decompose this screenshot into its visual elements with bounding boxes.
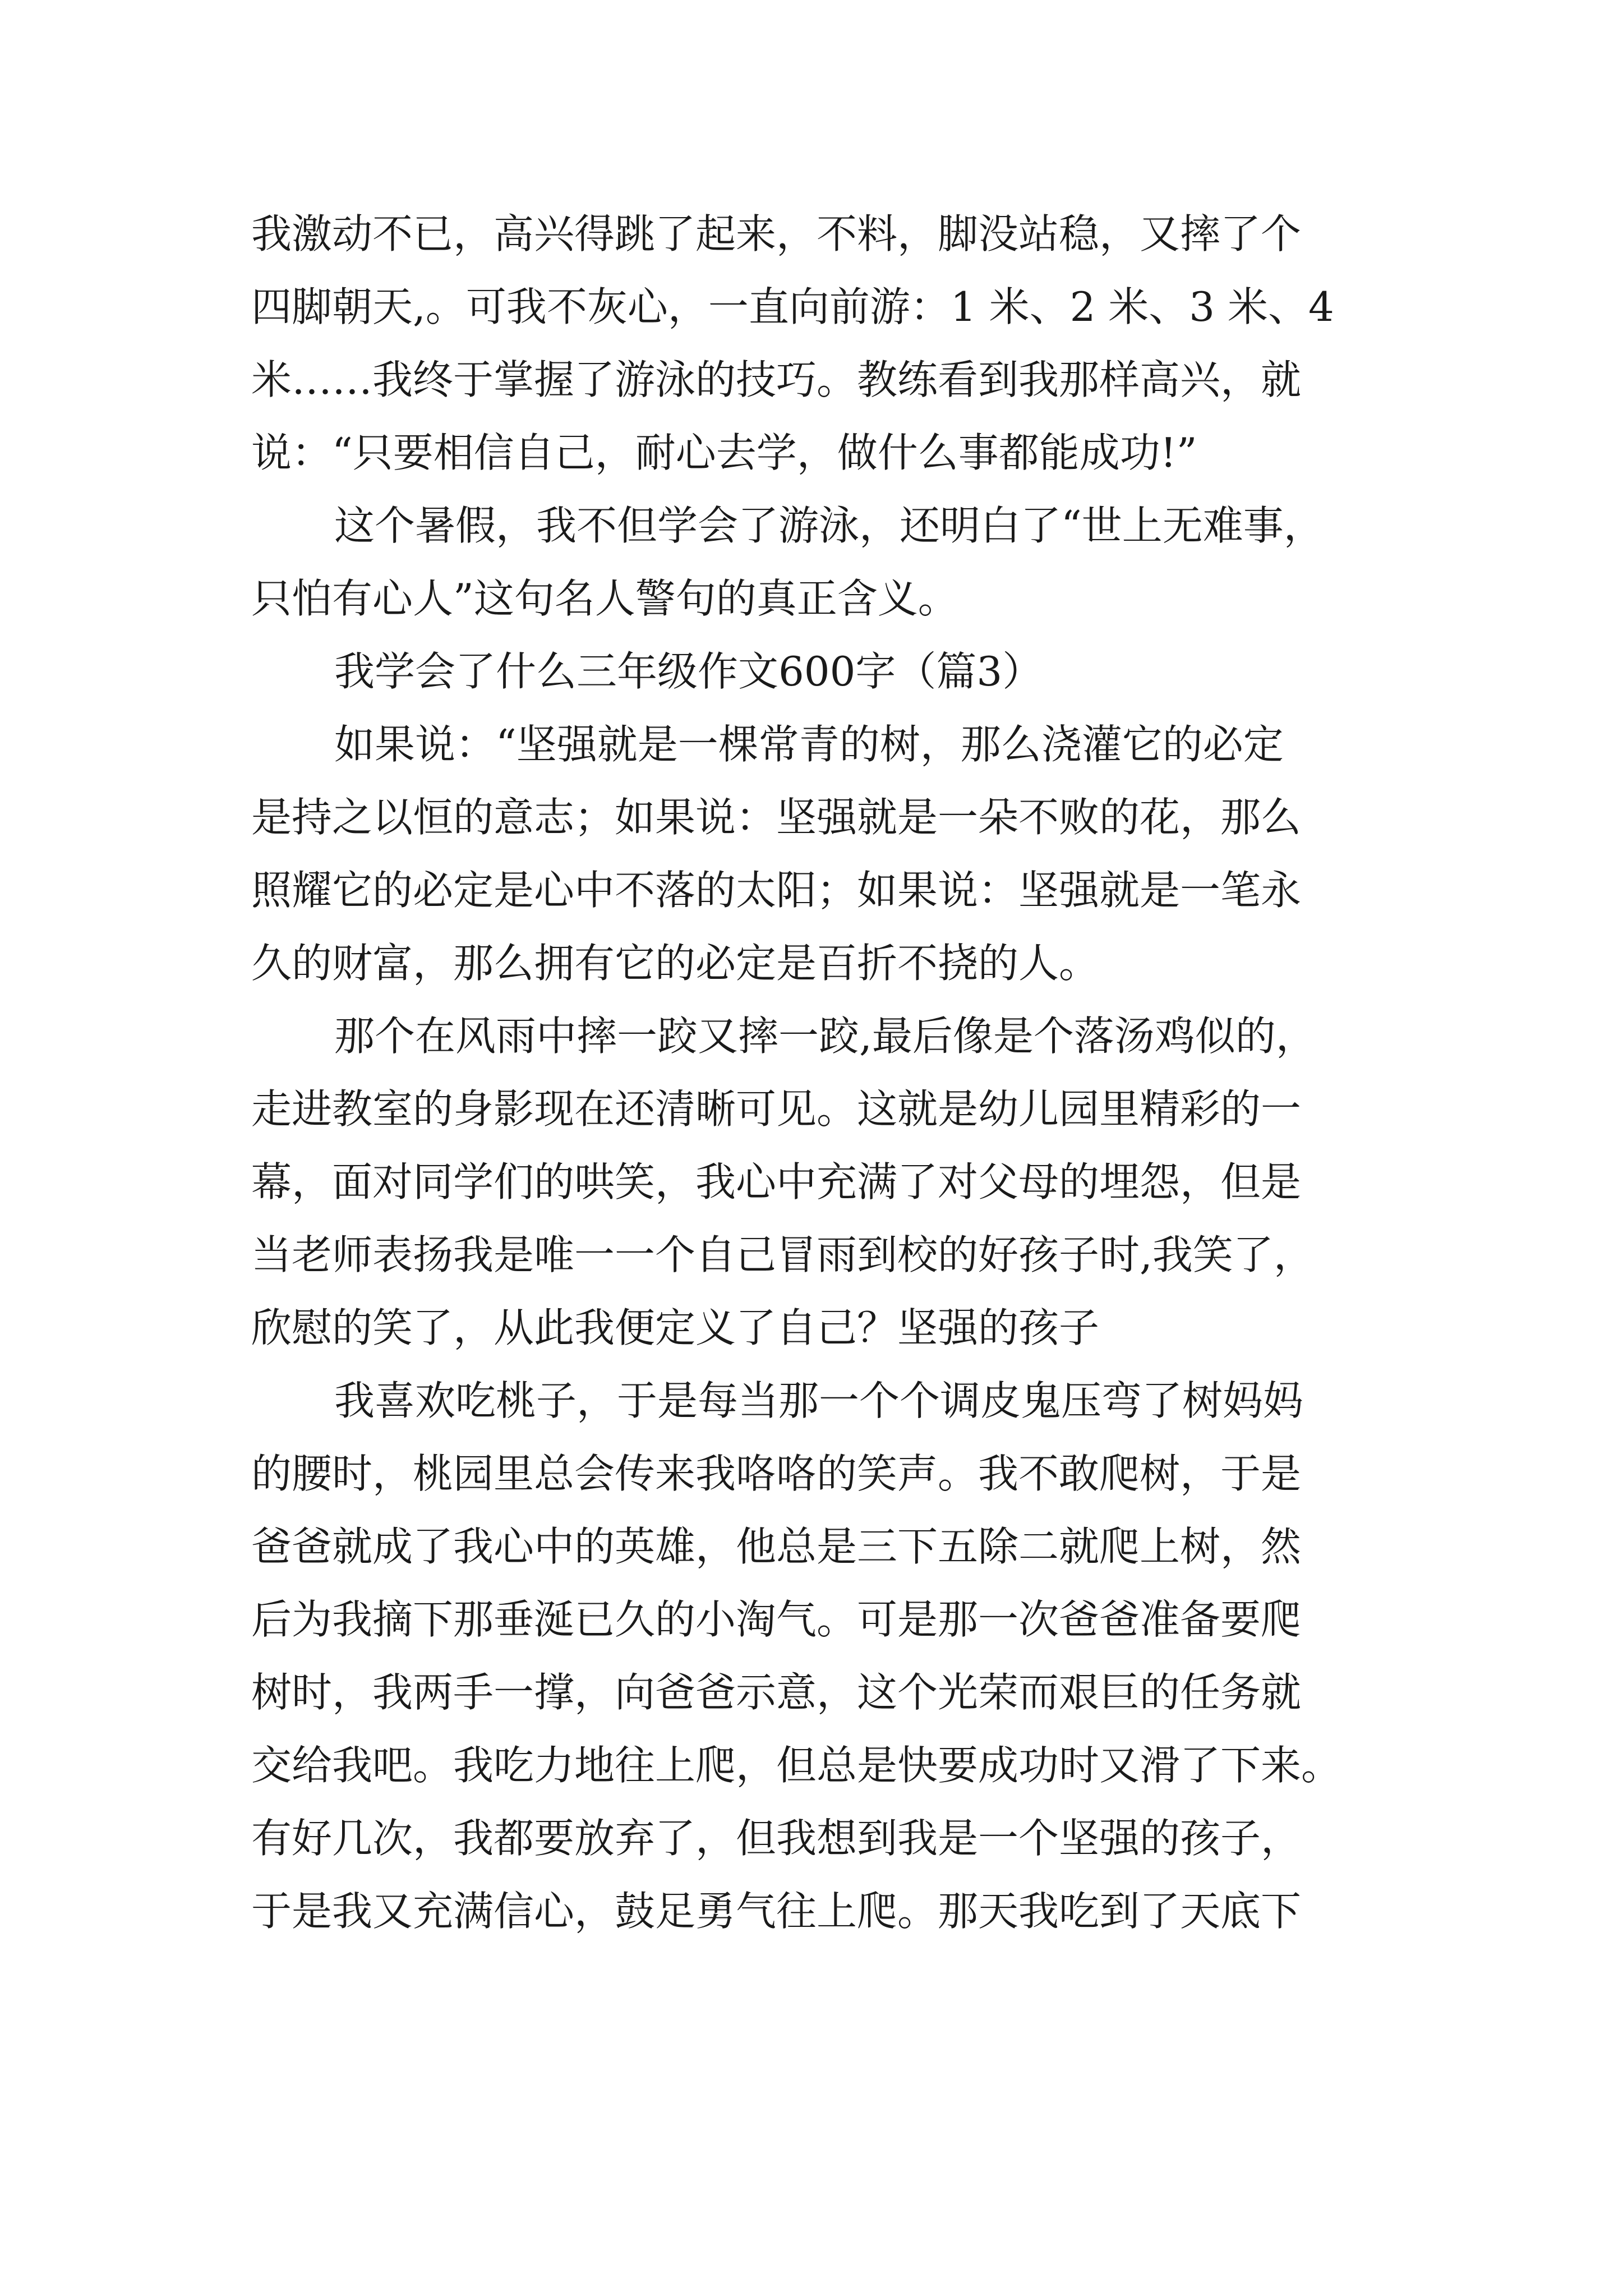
text-line: 当老师表扬我是唯一一个自己冒雨到校的好孩子时,我笑了， — [251, 1231, 1314, 1278]
text-line: 树时，我两手一撑，向爸爸示意，这个光荣而艰巨的任务就 — [251, 1669, 1302, 1716]
text-line: 欣慰的笑了，从此我便定义了自己？坚强的孩子 — [251, 1304, 1100, 1351]
text-line: 只怕有心人”这句名人警句的真正含义。 — [251, 575, 958, 622]
text-line: 后为我摘下那垂涎已久的小淘气。可是那一次爸爸准备要爬 — [251, 1596, 1302, 1643]
text-line: 我喜欢吃桃子，于是每当那一个个调皮鬼压弯了树妈妈 — [334, 1377, 1304, 1424]
text-line: 米……我终于掌握了游泳的技巧。教练看到我那样高兴，就 — [251, 356, 1302, 403]
section-heading: 我学会了什么三年级作文600字（篇3） — [334, 648, 1043, 695]
text-line: 有好几次，我都要放弃了，但我想到我是一个坚强的孩子， — [251, 1815, 1302, 1862]
text-line: 说：“只要相信自己，耐心去学，做什么事都能成功!” — [251, 429, 1197, 476]
text-line: 幕，面对同学们的哄笑，我心中充满了对父母的埋怨，但是 — [251, 1158, 1302, 1205]
text-line: 走进教室的身影现在还清晰可见。这就是幼儿园里精彩的一 — [251, 1085, 1302, 1133]
text-line: 如果说：“坚强就是一棵常青的树，那么浇灌它的必定 — [334, 721, 1284, 768]
text-line: 久的财富，那么拥有它的必定是百折不挠的人。 — [251, 940, 1100, 987]
text-line: 交给我吧。我吃力地往上爬，但总是快要成功时又滑了下来。 — [251, 1742, 1342, 1789]
text-line: 四脚朝天,。可我不灰心，一直向前游：1 米、2 米、3 米、4 — [251, 283, 1334, 330]
text-line: 于是我又充满信心，鼓足勇气往上爬。那天我吃到了天底下 — [251, 1888, 1302, 1935]
text-line: 爸爸就成了我心中的英雄，他总是三下五除二就爬上树，然 — [251, 1523, 1302, 1570]
text-line: 是持之以恒的意志；如果说：坚强就是一朵不败的花，那么 — [251, 794, 1302, 841]
text-line: 照耀它的必定是心中不落的太阳；如果说：坚强就是一笔永 — [251, 867, 1302, 914]
text-line: 那个在风雨中摔一跤又摔一跤,最后像是个落汤鸡似的， — [334, 1013, 1316, 1060]
text-line: 的腰时，桃园里总会传来我咯咯的笑声。我不敢爬树，于是 — [251, 1450, 1302, 1497]
text-line: 这个暑假，我不但学会了游泳，还明白了“世上无难事， — [334, 502, 1324, 549]
text-line: 我激动不已，高兴得跳了起来，不料，脚没站稳，又摔了个 — [251, 210, 1302, 257]
document-body — [251, 197, 1395, 1948]
